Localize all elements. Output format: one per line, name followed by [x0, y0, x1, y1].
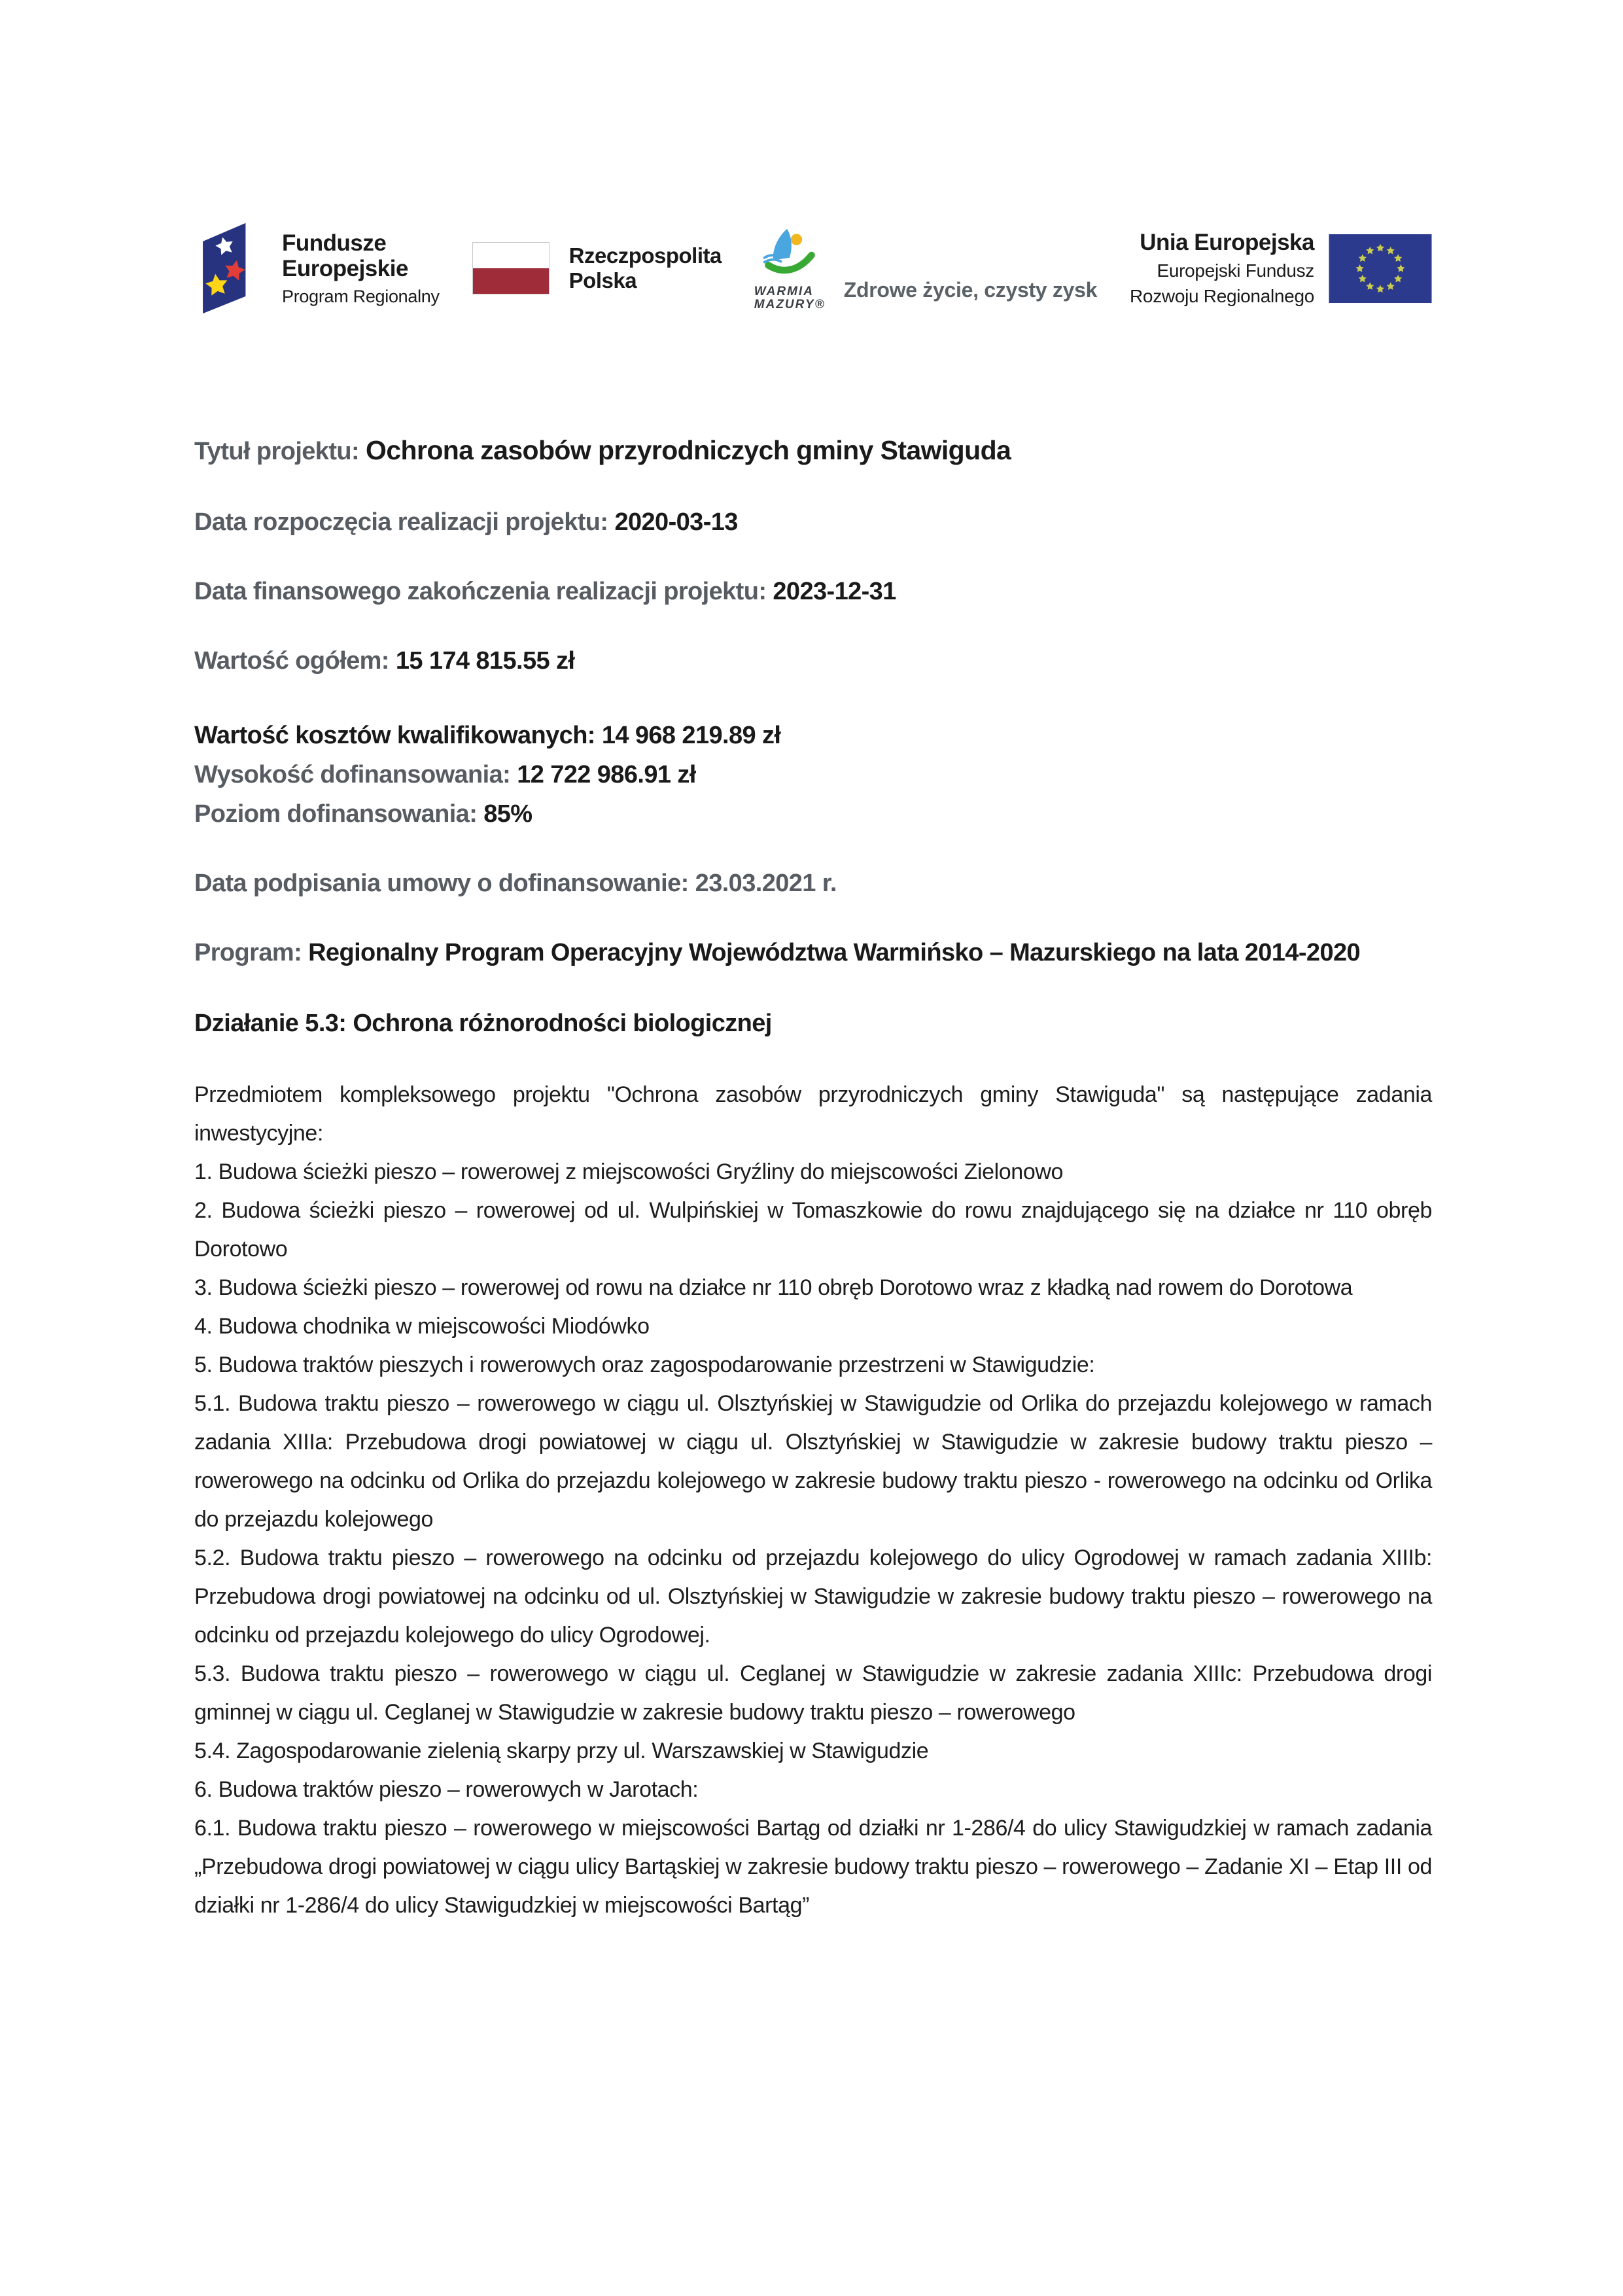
warmia-wordmark-line2: MAZURY®	[754, 298, 826, 311]
eu-line2: Europejski Fundusz	[1157, 260, 1314, 281]
eu-line3: Rozwoju Regionalnego	[1130, 286, 1314, 306]
unia-europejska-logo	[1130, 230, 1432, 307]
eu-text	[1130, 230, 1314, 307]
project-description	[194, 1076, 1432, 1925]
field-label: Data rozpoczęcia realizacji projektu:	[194, 508, 608, 536]
field-label: Tytuł projektu:	[194, 438, 360, 465]
eu-flag-icon	[1329, 234, 1432, 303]
fundusze-europejskie-icon	[194, 217, 268, 320]
field-label: Poziom dofinansowania:	[194, 800, 478, 828]
field-start-date	[194, 503, 1432, 542]
field-value: 12 722 986.91 zł	[517, 761, 696, 788]
fundusze-title-line2: Europejskie	[282, 255, 408, 281]
fundusze-title	[282, 230, 440, 281]
field-label: Data finansowego zakończenia realizacji projektu:	[194, 578, 767, 605]
field-measure	[194, 1004, 1432, 1043]
task-6-1: 6.1. Budowa traktu pieszo – rowerowego w miejscowości Bartąg od działki nr 1-286/4 do ulicy Stawigudzkiej w ramach zadania „Przebudowa drogi powiatowej w ciągu ulicy Bartąskiej w zakresie budowy traktu pieszo – rowerowego – Zadanie XI – Etap III od działki nr 1-286/4 do ulicy Stawigudzkiej w miejscowości Bartąg”	[194, 1816, 1432, 1918]
warmia-mazury-mark	[754, 225, 826, 311]
field-value: 2020-03-13	[614, 508, 738, 536]
task-5-2: 5.2. Budowa traktu pieszo – rowerowego na odcinku od przejazdu kolejowego do ulicy Ogrodowej w ramach zadania XIIIb: Przebudowa drogi powiatowej na odcinku od ul. Olsztyńskiej w Stawigudzie w zakresie budowy traktu pieszo – rowerowego na odcinku od przejazdu kolejowego do ulicy Ogrodowej.	[194, 1545, 1432, 1648]
eu-line1: Unia Europejska	[1140, 230, 1314, 255]
field-value: 23.03.2021 r.	[695, 870, 837, 897]
field-label: Program:	[194, 939, 302, 966]
warmia-mazury-logo	[754, 225, 1097, 311]
field-value: Ochrona różnorodności biologicznej	[353, 1010, 772, 1037]
task-4: 4. Budowa chodnika w miejscowości Miodówko	[194, 1314, 650, 1339]
field-funding-amount	[194, 755, 1432, 794]
field-label: Wysokość dofinansowania:	[194, 761, 511, 788]
poland-line1: Rzeczpospolita	[568, 243, 722, 268]
task-5: 5. Budowa traktów pieszych i rowerowych oraz zagospodarowanie przestrzeni w Stawigudzie:	[194, 1352, 1095, 1377]
fundusze-europejskie-text	[282, 230, 440, 307]
warmia-wordmark	[754, 285, 826, 311]
field-value: 14 968 219.89 zł	[601, 722, 781, 749]
field-end-date	[194, 572, 1432, 611]
task-5-4: 5.4. Zagospodarowanie zielenią skarpy przy ul. Warszawskiej w Stawigudzie	[194, 1739, 929, 1763]
field-value: Ochrona zasobów przyrodniczych gminy Stawiguda	[366, 435, 1011, 465]
warmia-mazury-icon	[758, 225, 821, 285]
task-5-1: 5.1. Budowa traktu pieszo – rowerowego w ciągu ul. Olsztyńskiej w Stawigudzie od Orlika do przejazdu kolejowego w ramach zadania XIIIa: Przebudowa drogi powiatowej w ciągu ul. Olsztyńskiej w Stawigudzie w zakresie budowy traktu pieszo – rowerowego na odcinku od Orlika do przejazdu kolejowego w zakresie budowy traktu pieszo - rowerowego na odcinku od Orlika do przejazdu kolejowego	[194, 1391, 1432, 1532]
task-3: 3. Budowa ścieżki pieszo – rowerowej od rowu na działce nr 110 obręb Dorotowo wraz z kładką nad rowem do Dorotowa	[194, 1275, 1353, 1300]
rzeczpospolita-polska-logo	[472, 242, 722, 294]
fundusze-subtitle: Program Regionalny	[282, 286, 440, 306]
task-2: 2. Budowa ścieżki pieszo – rowerowej od ul. Wulpińskiej w Tomaszkowie do rowu znajdującego się na działce nr 110 obręb Dorotowo	[194, 1198, 1432, 1262]
task-5-3: 5.3. Budowa traktu pieszo – rowerowego w ciągu ul. Ceglanej w Stawigudzie w zakresie zadania XIIIc: Przebudowa drogi gminnej w ciągu ul. Ceglanej w Stawigudzie w zakresie budowy traktu pieszo – rowerowego	[194, 1661, 1432, 1725]
document-content	[194, 431, 1432, 1925]
intro-paragraph: Przedmiotem kompleksowego projektu "Ochrona zasobów przyrodniczych gminy Stawiguda" są następujące zadania inwestycyjne:	[194, 1082, 1432, 1146]
poland-text	[569, 243, 722, 293]
fundusze-title-line1: Fundusze	[282, 230, 387, 256]
field-value: 15 174 815.55 zł	[395, 647, 575, 675]
field-project-title	[194, 431, 1432, 471]
field-label: Działanie 5.3:	[194, 1010, 347, 1037]
field-value: Regionalny Program Operacyjny Województwa Warmińsko – Mazurskiego na lata 2014-2020	[308, 939, 1361, 966]
field-label: Wartość kosztów kwalifikowanych:	[194, 722, 595, 749]
logo-band	[194, 216, 1432, 321]
poland-line2: Polska	[568, 268, 637, 292]
field-label: Data podpisania umowy o dofinansowanie:	[194, 870, 689, 897]
field-program	[194, 933, 1432, 972]
field-eligible-costs	[194, 716, 1432, 755]
task-6: 6. Budowa traktów pieszo – rowerowych w Jarotach:	[194, 1777, 699, 1802]
field-value: 85%	[483, 800, 532, 828]
task-1: 1. Budowa ścieżki pieszo – rowerowej z miejscowości Gryźliny do miejscowości Zielonowo	[194, 1159, 1063, 1184]
field-value: 2023-12-31	[773, 578, 896, 605]
warmia-wordmark-line1: WARMIA	[754, 285, 814, 298]
field-funding-level	[194, 794, 1432, 834]
field-label: Wartość ogółem:	[194, 647, 389, 675]
warmia-tagline: Zdrowe życie, czysty zysk	[843, 278, 1098, 302]
field-contract-date	[194, 864, 1432, 903]
poland-flag-icon	[472, 242, 550, 294]
field-total-value	[194, 641, 1432, 680]
fundusze-europejskie-logo	[194, 217, 440, 320]
